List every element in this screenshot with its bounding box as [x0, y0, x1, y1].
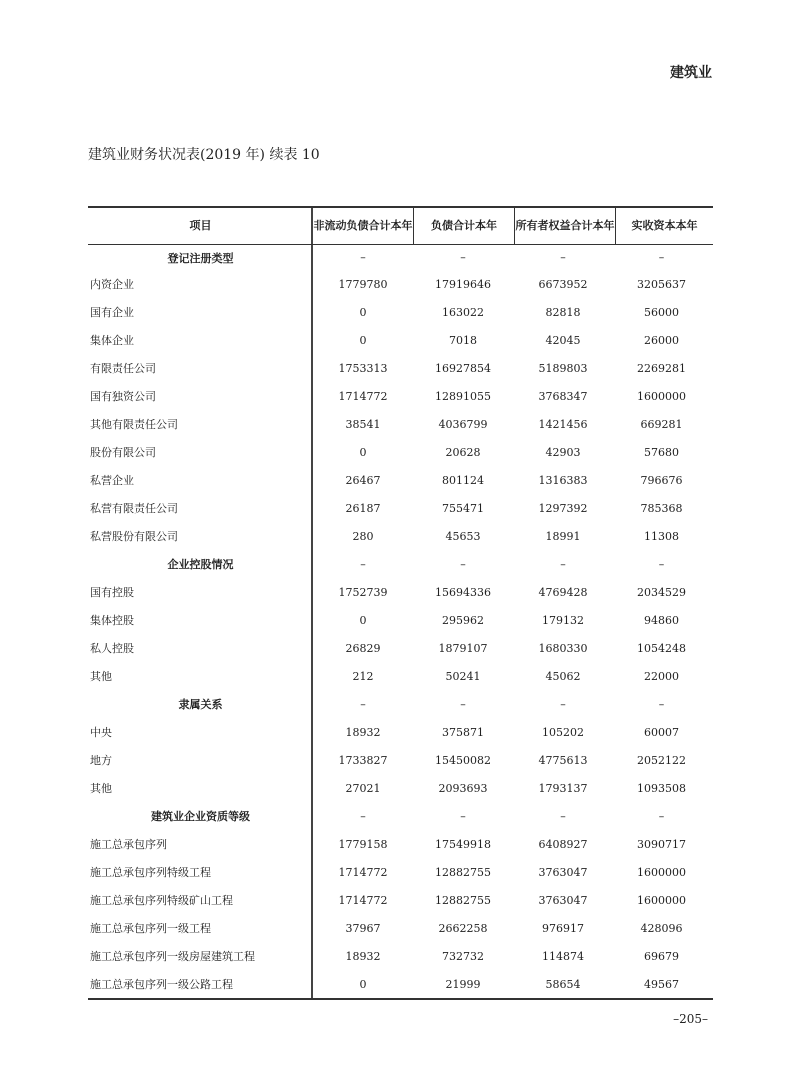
financial-table [88, 206, 713, 1000]
cell-value: 1600000 [637, 865, 686, 879]
cell-value: 18932 [345, 725, 381, 739]
cell-value: 1879107 [438, 641, 488, 655]
cell-value: 26000 [644, 333, 679, 347]
cell-value: 3090717 [637, 837, 686, 851]
running-head: 建筑业 [670, 65, 712, 81]
row-label: 国有控股 [88, 578, 313, 606]
cell-value: 801124 [442, 473, 484, 487]
cell-value: 4036799 [438, 417, 488, 431]
cell-value: 796676 [640, 473, 683, 487]
cell-value: 60007 [644, 725, 679, 739]
row-label: 内资企业 [88, 270, 313, 298]
cell-value: 42045 [545, 333, 581, 347]
cell-value: 179132 [542, 613, 584, 627]
table-row [88, 858, 713, 886]
table-row [88, 326, 713, 354]
cell-value: 3763047 [538, 865, 588, 879]
cell-value: 375871 [442, 725, 484, 739]
cell-value: – [560, 697, 566, 711]
row-label: 其他有限责任公司 [88, 410, 313, 438]
cell-value: – [560, 251, 566, 264]
cell-value: – [360, 557, 366, 571]
table-row [88, 746, 713, 774]
cell-value: 69679 [644, 949, 679, 963]
table-row [88, 466, 713, 494]
cell-value: 4769428 [538, 585, 588, 599]
cell-value: 7018 [449, 333, 477, 347]
cell-value: 3205637 [637, 277, 686, 291]
cell-value: 2093693 [438, 781, 488, 795]
cell-value: 1733827 [338, 753, 388, 767]
cell-value: 1779158 [338, 837, 388, 851]
table-row [88, 354, 713, 382]
cell-value: 27021 [345, 781, 381, 795]
row-label: 私营有限责任公司 [88, 494, 313, 522]
cell-value: 1421456 [538, 417, 588, 431]
table-row [88, 774, 713, 802]
cell-value: – [658, 557, 665, 571]
cell-value: 0 [359, 977, 367, 991]
cell-value: 49567 [644, 977, 679, 991]
cell-value: – [360, 809, 366, 823]
cell-value: 1600000 [637, 893, 686, 907]
cell-value: 6408927 [538, 837, 588, 851]
table-header [88, 208, 713, 245]
cell-value: 4775613 [538, 753, 588, 767]
table-row [88, 438, 713, 466]
row-label: 其他 [88, 662, 313, 690]
column-header: 实收资本本年 [631, 219, 698, 232]
section-row [88, 690, 713, 718]
cell-value: 15694336 [435, 585, 491, 599]
cell-value: 5189803 [538, 361, 588, 375]
row-label: 施工总承包序列特级工程 [88, 858, 313, 886]
table-title: 建筑业财务状况表(2019 年) 续表 10 [88, 147, 320, 163]
table-row [88, 634, 713, 662]
cell-value: 2269281 [637, 361, 686, 375]
row-label: 施工总承包序列 [88, 830, 313, 858]
cell-value: 0 [359, 613, 367, 627]
cell-value: – [460, 697, 466, 711]
row-label: 建筑业企业资质等级 [88, 802, 313, 830]
row-label: 股份有限公司 [88, 438, 313, 466]
row-label: 施工总承包序列一级房屋建筑工程 [88, 942, 313, 970]
cell-value: 428096 [640, 921, 683, 935]
row-label: 私营股份有限公司 [88, 522, 313, 550]
cell-value: 50241 [445, 669, 481, 683]
column-header: 所有者权益合计本年 [515, 208, 616, 244]
cell-value: – [360, 251, 366, 264]
cell-value: 57680 [644, 445, 679, 459]
cell-value: – [460, 557, 466, 571]
cell-value: 21999 [445, 977, 481, 991]
cell-value: – [460, 809, 466, 823]
cell-value: 17549918 [435, 837, 491, 851]
row-label: 有限责任公司 [88, 354, 313, 382]
cell-value: – [658, 809, 665, 823]
cell-value: 26829 [345, 641, 381, 655]
table-row [88, 886, 713, 914]
cell-value: 1753313 [338, 361, 388, 375]
table-row [88, 606, 713, 634]
table-row [88, 942, 713, 970]
section-row [88, 245, 713, 270]
column-header: 负债合计本年 [414, 208, 515, 244]
cell-value: 1714772 [338, 893, 388, 907]
cell-value: 0 [359, 305, 367, 319]
cell-value: 94860 [644, 613, 679, 627]
cell-value: – [658, 251, 665, 264]
cell-value: 45653 [445, 529, 481, 543]
cell-value: 11308 [644, 529, 679, 543]
row-label: 隶属关系 [88, 690, 313, 718]
cell-value: 22000 [644, 669, 679, 683]
row-label: 国有企业 [88, 298, 313, 326]
column-header: 项目 [88, 208, 313, 244]
cell-value: 3768347 [538, 389, 588, 403]
cell-value: 0 [359, 333, 367, 347]
table-row [88, 410, 713, 438]
cell-value: – [460, 251, 466, 264]
cell-value: 3763047 [538, 893, 588, 907]
cell-value: 38541 [345, 417, 381, 431]
cell-value: 1714772 [338, 865, 388, 879]
cell-value: 26467 [345, 473, 381, 487]
cell-value: 163022 [442, 305, 484, 319]
cell-value: 17919646 [435, 277, 491, 291]
cell-value: 12882755 [435, 865, 491, 879]
row-label: 集体控股 [88, 606, 313, 634]
cell-value: 755471 [442, 501, 484, 515]
cell-value: 1714772 [338, 389, 388, 403]
table-body [88, 245, 713, 998]
cell-value: 2052122 [637, 753, 686, 767]
cell-value: 105202 [542, 725, 584, 739]
cell-value: 18991 [545, 529, 581, 543]
table-row [88, 578, 713, 606]
row-label: 中央 [88, 718, 313, 746]
cell-value: 45062 [545, 669, 581, 683]
row-label: 其他 [88, 774, 313, 802]
row-label: 集体企业 [88, 326, 313, 354]
row-label: 企业控股情况 [88, 550, 313, 578]
cell-value: 1779780 [338, 277, 388, 291]
row-label: 施工总承包序列一级工程 [88, 914, 313, 942]
cell-value: 1680330 [538, 641, 588, 655]
cell-value: 1600000 [637, 389, 686, 403]
section-row [88, 802, 713, 830]
table-row [88, 914, 713, 942]
row-label: 私营企业 [88, 466, 313, 494]
cell-value: – [360, 697, 366, 711]
cell-value: 1093508 [637, 781, 686, 795]
cell-value: 669281 [640, 417, 683, 431]
cell-value: 114874 [542, 949, 584, 963]
cell-value: 56000 [644, 305, 679, 319]
cell-value: 295962 [442, 613, 484, 627]
table-row [88, 522, 713, 550]
table-row [88, 970, 713, 998]
cell-value: 82818 [545, 305, 581, 319]
cell-value: 732732 [442, 949, 484, 963]
table-row [88, 382, 713, 410]
cell-value: 1054248 [637, 641, 686, 655]
column-header: 非流动负债合计本年 [313, 208, 414, 244]
table-row [88, 662, 713, 690]
cell-value: 2662258 [438, 921, 488, 935]
cell-value: 20628 [445, 445, 481, 459]
row-label: 登记注册类型 [88, 245, 313, 270]
cell-value: 26187 [345, 501, 381, 515]
cell-value: 15450082 [435, 753, 491, 767]
cell-value: 12882755 [435, 893, 491, 907]
cell-value: 12891055 [435, 389, 491, 403]
cell-value: 6673952 [538, 277, 588, 291]
row-label: 私人控股 [88, 634, 313, 662]
cell-value: 1752739 [338, 585, 388, 599]
row-label: 施工总承包序列一级公路工程 [88, 970, 313, 998]
cell-value: 58654 [545, 977, 581, 991]
cell-value: – [560, 557, 566, 571]
table-row [88, 494, 713, 522]
cell-value: 1316383 [538, 473, 588, 487]
cell-value: 2034529 [637, 585, 686, 599]
cell-value: 212 [352, 669, 374, 683]
cell-value: 42903 [545, 445, 581, 459]
cell-value: 1793137 [538, 781, 588, 795]
cell-value: – [560, 809, 566, 823]
cell-value: 18932 [345, 949, 381, 963]
cell-value: 785368 [640, 501, 683, 515]
table-row [88, 270, 713, 298]
cell-value: 976917 [542, 921, 584, 935]
page-number: –205– [673, 1012, 708, 1026]
table-row [88, 830, 713, 858]
cell-value: 0 [359, 445, 367, 459]
row-label: 施工总承包序列特级矿山工程 [88, 886, 313, 914]
section-row [88, 550, 713, 578]
table-row [88, 298, 713, 326]
cell-value: – [658, 697, 665, 711]
cell-value: 1297392 [538, 501, 588, 515]
row-label: 国有独资公司 [88, 382, 313, 410]
row-label: 地方 [88, 746, 313, 774]
cell-value: 37967 [345, 921, 381, 935]
cell-value: 280 [352, 529, 374, 543]
cell-value: 16927854 [435, 361, 491, 375]
table-row [88, 718, 713, 746]
